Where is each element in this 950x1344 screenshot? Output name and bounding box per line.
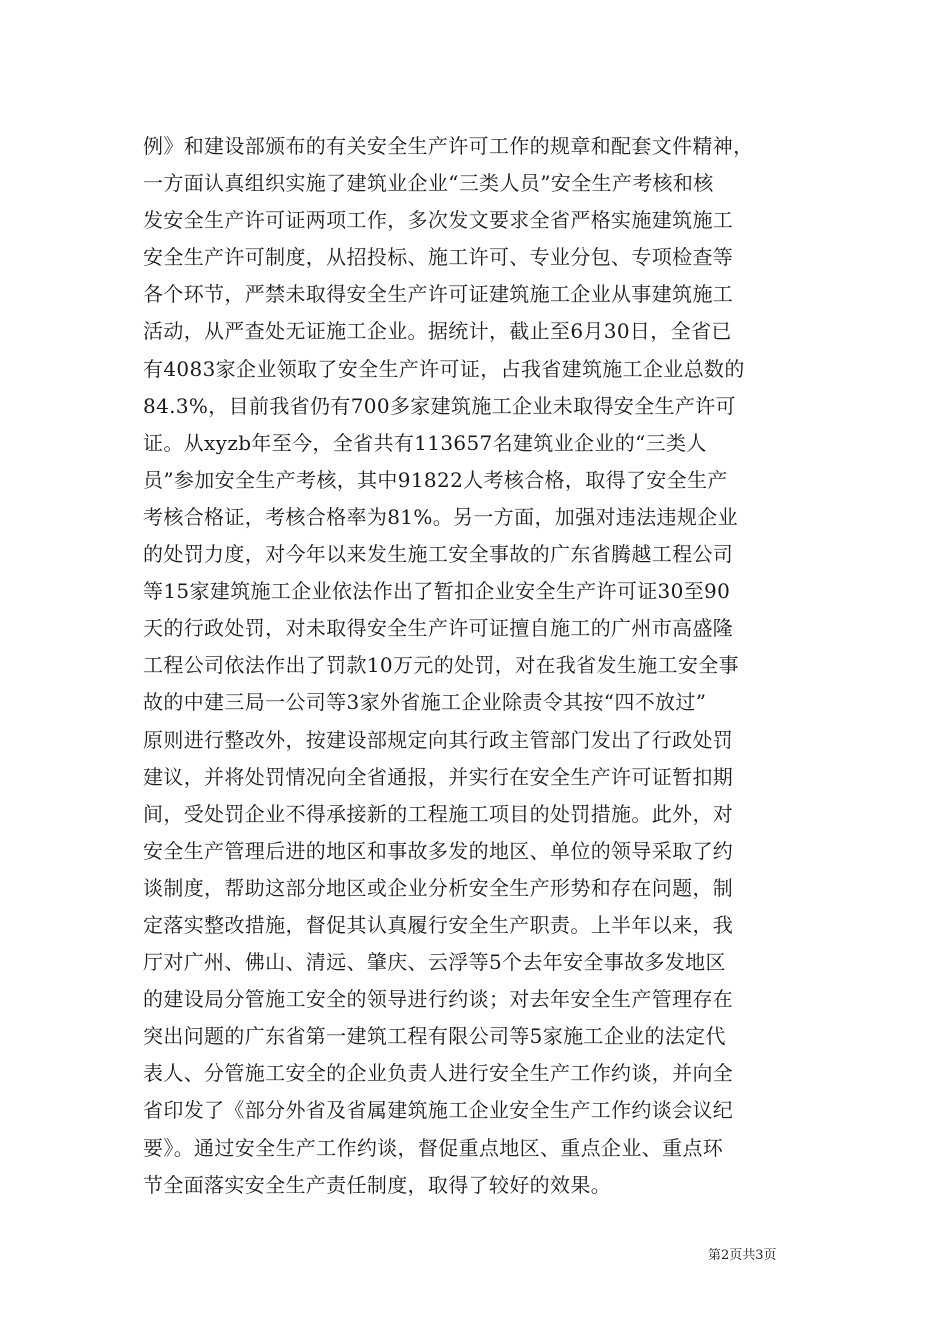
text-line: 故的中建三局一公司等3家外省施工企业除责令其按“四不放过” <box>143 690 707 715</box>
text-line: 表人、分管施工安全的企业负责人进行安全生产工作约谈，并向全 <box>143 1061 734 1086</box>
text-line: 有4083家企业领取了安全生产许可证，占我省建筑施工企业总数的 <box>143 356 745 381</box>
text-line: 要》。通过安全生产工作约谈，督促重点地区、重点企业、重点环 <box>143 1135 724 1160</box>
text-line: 员”参加安全生产考核，其中91822人考核合格，取得了安全生产 <box>143 467 728 492</box>
text-line: 各个环节，严禁未取得安全生产许可证建筑施工企业从事建筑施工 <box>143 282 734 307</box>
text-line: 发安全生产许可证两项工作，多次发文要求全省严格实施建筑施工 <box>143 208 734 233</box>
text-line: 建议，并将处罚情况向全省通报，并实行在安全生产许可证暂扣期 <box>143 764 734 789</box>
text-line: 谈制度，帮助这部分地区或企业分析安全生产形势和存在问题，制 <box>143 875 734 900</box>
text-line: 的建设局分管施工安全的领导进行约谈；对去年安全生产管理存在 <box>143 987 734 1012</box>
text-line: 工程公司依法作出了罚款10万元的处罚，对在我省发生施工安全事 <box>143 653 739 678</box>
text-line: 等15家建筑施工企业依法作出了暂扣企业安全生产许可证30至90 <box>143 579 731 604</box>
text-line: 天的行政处罚，对未取得安全生产许可证擅自施工的广州市高盛隆 <box>143 616 734 641</box>
text-line: 突出问题的广东省第一建筑工程有限公司等5家施工企业的法定代 <box>143 1024 726 1049</box>
text-line: 活动，从严查处无证施工企业。据统计，截止至6月30日，全省已 <box>143 319 732 344</box>
text-line: 考核合格证，考核合格率为81%。另一方面，加强对违法违规企业 <box>143 504 738 529</box>
text-line: 定落实整改措施，督促其认真履行安全生产职责。上半年以来，我 <box>143 912 734 937</box>
body-paragraph <box>143 128 823 1204</box>
text-line: 例》和建设部颁布的有关安全生产许可工作的规章和配套文件精神， <box>143 134 754 158</box>
text-line: 原则进行整改外，按建设部规定向其行政主管部门发出了行政处罚 <box>143 727 734 752</box>
text-line: 省印发了《部分外省及省属建筑施工企业安全生产工作约谈会议纪 <box>143 1098 734 1123</box>
text-line: 证。从xyzb年至今，全省共有113657名建筑业企业的“三类人 <box>143 430 707 455</box>
text-line: 84.3%，目前我省仍有700多家建筑施工企业未取得安全生产许可 <box>143 393 736 418</box>
text-line: 厅对广州、佛山、清远、肇庆、云浮等5个去年安全事故多发地区 <box>143 950 726 975</box>
text-line: 一方面认真组织实施了建筑业企业“三类人员”安全生产考核和核 <box>143 171 714 196</box>
text-line: 安全生产管理后进的地区和事故多发的地区、单位的领导采取了约 <box>143 838 734 863</box>
text-line: 间，受处罚企业不得承接新的工程施工项目的处罚措施。此外，对 <box>143 801 734 826</box>
text-line: 节全面落实安全生产责任制度，取得了较好的效果。 <box>143 1172 612 1197</box>
text-line: 的处罚力度，对今年以来发生施工安全事故的广东省腾越工程公司 <box>143 542 734 567</box>
page-number: 第2页共3页 <box>708 1248 777 1263</box>
text-line: 安全生产许可制度，从招投标、施工许可、专业分包、专项检查等 <box>143 245 734 270</box>
